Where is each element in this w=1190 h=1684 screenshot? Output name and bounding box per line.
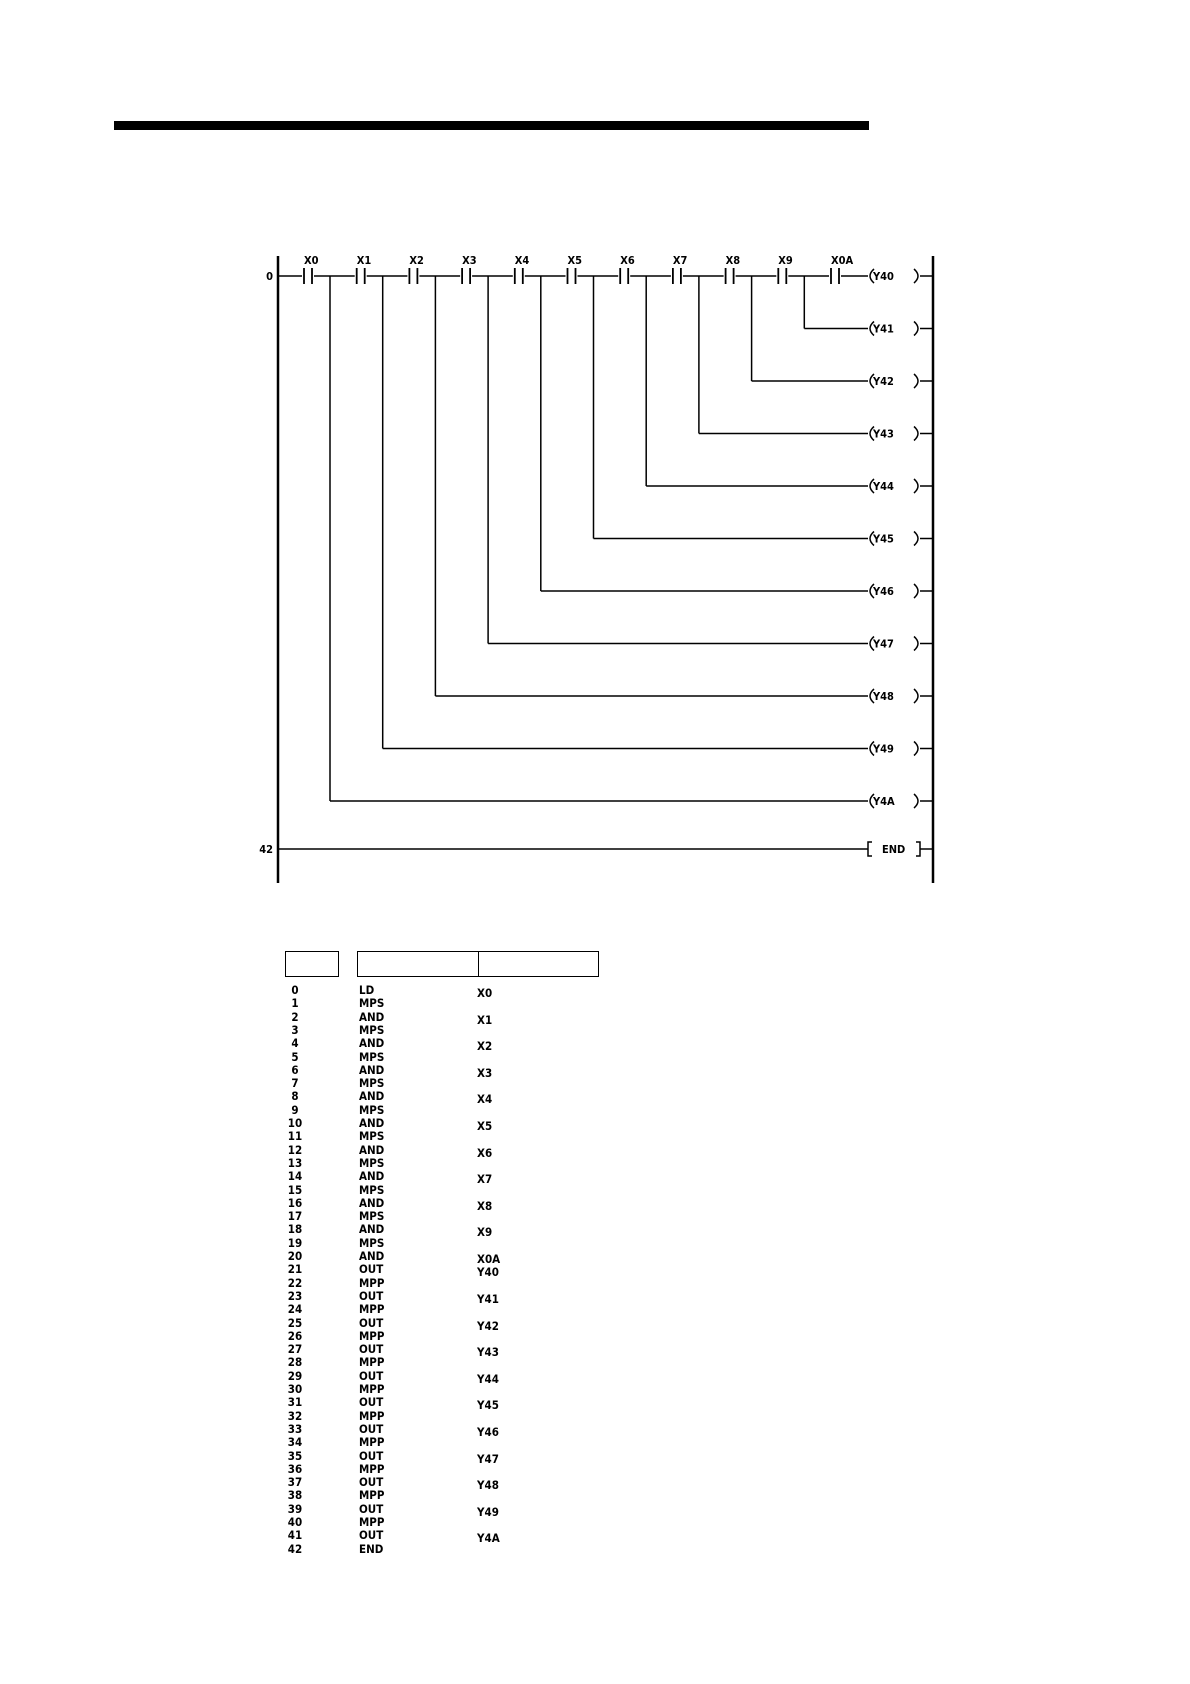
coil-label-Y4A: Y4A xyxy=(873,795,895,808)
step-number: 26 xyxy=(287,1328,303,1343)
instruction: AND xyxy=(359,1169,385,1184)
contact-label-X0A: X0A xyxy=(831,254,854,267)
coil-Y49-right-arc xyxy=(914,742,918,756)
instruction: MPS xyxy=(359,1076,385,1091)
instruction: OUT xyxy=(359,1342,384,1357)
end-left-bracket xyxy=(868,842,872,856)
coil-Y42-right-arc xyxy=(914,374,918,388)
instruction: LD xyxy=(359,983,375,997)
step-number-end: 42 xyxy=(259,843,273,856)
step-number: 7 xyxy=(291,1076,299,1091)
step-number: 34 xyxy=(287,1435,303,1450)
step-number: 6 xyxy=(291,1062,299,1077)
coil-label-Y47: Y47 xyxy=(873,637,894,651)
step-number: 32 xyxy=(287,1408,303,1423)
device: Y47 xyxy=(477,1451,499,1466)
contact-label-X3: X3 xyxy=(462,254,477,267)
step-number-start: 0 xyxy=(266,270,273,283)
instruction: OUT xyxy=(359,1501,384,1516)
contact-label-X7: X7 xyxy=(672,254,688,267)
step-number: 18 xyxy=(287,1222,303,1237)
instruction: AND xyxy=(359,1249,385,1263)
instruction: OUT xyxy=(359,1448,384,1463)
device: X2 xyxy=(477,1039,493,1054)
step-number: 40 xyxy=(287,1515,303,1529)
coil-Y41-right-arc xyxy=(914,322,918,336)
coil-label-Y48: Y48 xyxy=(873,690,894,703)
instruction: END xyxy=(359,1541,384,1556)
instruction: AND xyxy=(359,1062,385,1077)
instruction: MPS xyxy=(359,1235,385,1250)
instruction: AND xyxy=(359,1089,385,1104)
instruction: AND xyxy=(359,1116,385,1130)
step-number: 24 xyxy=(287,1302,303,1317)
step-number: 37 xyxy=(287,1475,303,1490)
step-number: 12 xyxy=(287,1142,303,1157)
contact-label-X0: X0 xyxy=(304,254,319,267)
step-number: 28 xyxy=(287,1355,303,1370)
instruction: AND xyxy=(359,1195,385,1210)
device: Y44 xyxy=(477,1371,499,1386)
instruction: AND xyxy=(359,1222,385,1237)
device: Y40 xyxy=(477,1265,499,1280)
device: X7 xyxy=(477,1172,493,1187)
step-number: 39 xyxy=(287,1501,303,1516)
contact-label-X9: X9 xyxy=(778,254,793,267)
instruction: AND xyxy=(359,1009,385,1024)
step-number: 19 xyxy=(287,1235,303,1250)
step-number: 33 xyxy=(287,1421,303,1436)
step-number: 11 xyxy=(287,1129,303,1144)
coil-Y47-right-arc xyxy=(914,637,918,651)
instruction: OUT xyxy=(359,1288,384,1303)
step-number: 5 xyxy=(291,1049,299,1064)
instruction: MPP xyxy=(359,1515,385,1529)
instruction: AND xyxy=(359,1036,385,1051)
device: Y41 xyxy=(477,1291,499,1306)
instruction: MPP xyxy=(359,1302,385,1317)
coil-Y4A-right-arc xyxy=(914,794,918,808)
contact-label-X8: X8 xyxy=(725,254,741,267)
instruction: MPP xyxy=(359,1355,385,1370)
step-number: 8 xyxy=(291,1089,299,1104)
instruction: OUT xyxy=(359,1528,384,1543)
device: Y42 xyxy=(477,1318,499,1333)
instruction: MPP xyxy=(359,1382,385,1396)
step-number: 22 xyxy=(287,1275,303,1290)
end-instruction-label: END xyxy=(882,843,906,856)
device: X4 xyxy=(477,1092,493,1107)
instruction: MPP xyxy=(359,1488,385,1503)
instruction: OUT xyxy=(359,1475,384,1490)
instruction: MPS xyxy=(359,1209,385,1224)
instruction: MPS xyxy=(359,996,385,1011)
device: X9 xyxy=(477,1225,493,1240)
step-number: 14 xyxy=(287,1169,303,1184)
coil-label-Y41: Y41 xyxy=(873,322,894,336)
coil-Y45-right-arc xyxy=(914,532,918,546)
instruction: MPS xyxy=(359,1102,385,1117)
instruction: MPP xyxy=(359,1435,385,1450)
device: Y45 xyxy=(477,1398,499,1413)
coil-Y46-right-arc xyxy=(914,584,918,598)
instruction: OUT xyxy=(359,1262,384,1277)
device: Y46 xyxy=(477,1424,499,1439)
coil-label-Y44: Y44 xyxy=(873,480,894,493)
coil-Y48-right-arc xyxy=(914,689,918,703)
device: X3 xyxy=(477,1065,493,1080)
coil-Y40-right-arc xyxy=(914,269,918,283)
device-header-box xyxy=(478,951,599,977)
coil-Y43-right-arc xyxy=(914,427,918,441)
step-number: 3 xyxy=(291,1022,299,1037)
step-number: 15 xyxy=(287,1182,303,1197)
step-number: 29 xyxy=(287,1368,303,1383)
step-number: 31 xyxy=(287,1395,303,1410)
contact-label-X2: X2 xyxy=(409,254,424,267)
instruction: OUT xyxy=(359,1421,384,1436)
step-number: 0 xyxy=(291,983,299,997)
device: X1 xyxy=(477,1012,493,1027)
coil-Y44-right-arc xyxy=(914,479,918,493)
device: X8 xyxy=(477,1198,493,1213)
device: X5 xyxy=(477,1119,493,1133)
step-number: 2 xyxy=(291,1009,299,1024)
instruction: MPS xyxy=(359,1049,385,1064)
step-number: 13 xyxy=(287,1155,303,1170)
step-number: 41 xyxy=(287,1528,303,1543)
step-header-box xyxy=(285,951,339,977)
step-number: 20 xyxy=(287,1249,303,1263)
contact-label-X1: X1 xyxy=(356,254,372,267)
step-number: 1 xyxy=(291,996,299,1011)
step-number: 10 xyxy=(287,1116,303,1130)
device: Y48 xyxy=(477,1478,499,1493)
step-number: 17 xyxy=(287,1209,303,1224)
coil-label-Y43: Y43 xyxy=(873,427,894,441)
device: X0 xyxy=(477,986,493,1000)
step-number: 42 xyxy=(287,1541,303,1556)
contact-label-X6: X6 xyxy=(620,254,635,267)
contact-label-X5: X5 xyxy=(567,254,583,267)
step-number: 23 xyxy=(287,1288,303,1303)
step-number: 36 xyxy=(287,1461,303,1476)
instruction: AND xyxy=(359,1142,385,1157)
coil-label-Y42: Y42 xyxy=(873,375,894,388)
instruction: MPP xyxy=(359,1461,385,1476)
step-number: 35 xyxy=(287,1448,303,1463)
instruction: MPS xyxy=(359,1182,385,1197)
device: Y43 xyxy=(477,1345,499,1360)
step-number: 16 xyxy=(287,1195,303,1210)
coil-label-Y49: Y49 xyxy=(873,742,894,756)
device: X6 xyxy=(477,1145,493,1160)
instruction-header-box xyxy=(357,951,480,977)
coil-label-Y45: Y45 xyxy=(873,532,894,546)
instruction: MPP xyxy=(359,1408,385,1423)
coil-label-Y40: Y40 xyxy=(873,270,894,283)
step-number: 27 xyxy=(287,1342,303,1357)
instruction: MPS xyxy=(359,1129,385,1144)
instruction: MPP xyxy=(359,1275,385,1290)
instruction: OUT xyxy=(359,1315,384,1330)
step-number: 4 xyxy=(291,1036,299,1051)
instruction: MPS xyxy=(359,1155,385,1170)
step-number: 30 xyxy=(287,1382,303,1396)
instruction: OUT xyxy=(359,1395,384,1410)
device: Y4A xyxy=(477,1531,500,1546)
device: Y49 xyxy=(477,1504,499,1519)
step-number: 9 xyxy=(291,1102,299,1117)
device: X0A xyxy=(477,1252,501,1266)
instruction: MPP xyxy=(359,1328,385,1343)
instruction: MPS xyxy=(359,1022,385,1037)
coil-label-Y46: Y46 xyxy=(873,585,894,598)
step-number: 25 xyxy=(287,1315,303,1330)
step-number: 21 xyxy=(287,1262,303,1277)
contact-label-X4: X4 xyxy=(514,254,530,267)
instruction: OUT xyxy=(359,1368,384,1383)
step-number: 38 xyxy=(287,1488,303,1503)
end-right-bracket xyxy=(916,842,920,856)
